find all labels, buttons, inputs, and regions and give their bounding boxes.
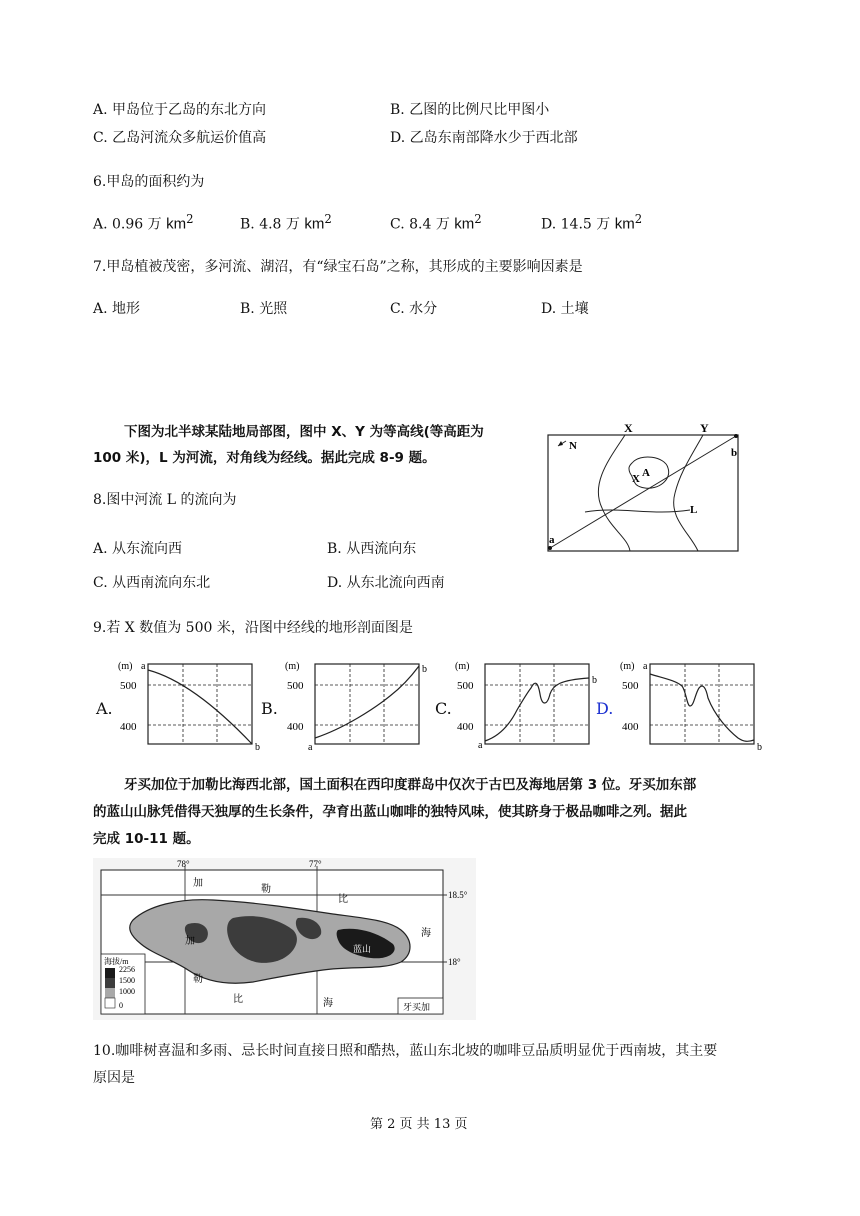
svg-text:2256: 2256 xyxy=(119,965,135,974)
svg-text:b: b xyxy=(255,742,260,753)
point-a-label: a xyxy=(549,534,555,546)
profile-b xyxy=(285,658,435,753)
blue-mountain-label: 蓝山 xyxy=(353,944,372,954)
profile-d-curve xyxy=(650,674,754,741)
passage1-line2: 100 米)，L 为河流，对角线为经线。据此完成 8-9 题。 xyxy=(93,450,436,466)
svg-text:b: b xyxy=(757,742,762,753)
svg-text:b: b xyxy=(422,664,427,675)
svg-text:比: 比 xyxy=(338,894,348,905)
q5-option-b: B. 乙图的比例尺比甲图小 xyxy=(390,102,550,118)
q6-option-a: A. 0.96 万 $km^2$ xyxy=(93,212,194,233)
profile-d-letter: D. xyxy=(596,699,614,718)
q6-option-d: D. 14.5 万 $km^2$ xyxy=(541,212,643,233)
q8-option-c: C. 从西南流向东北 xyxy=(93,575,211,591)
passage1-line1: 下图为北半球某陆地局部图，图中 X、Y 为等高线(等高距为 xyxy=(124,424,484,440)
svg-text:400: 400 xyxy=(120,721,137,733)
svg-text:0: 0 xyxy=(119,1001,123,1010)
svg-text:1500: 1500 xyxy=(119,976,135,985)
q6-stem: 6.甲岛的面积约为 xyxy=(93,174,205,190)
profile-c xyxy=(455,658,605,753)
q10-line2: 原因是 xyxy=(93,1070,135,1086)
svg-text:400: 400 xyxy=(622,721,639,733)
svg-text:加: 加 xyxy=(193,878,203,889)
q8-option-b: B. 从西流向东 xyxy=(327,541,417,557)
svg-text:(m): (m) xyxy=(455,661,470,672)
svg-text:500: 500 xyxy=(622,680,639,692)
passage2-line1: 牙买加位于加勒比海西北部，国土面积在西印度群岛中仅次于古巴及海地居第 3 位。牙买加东部 xyxy=(124,777,697,793)
contour-x-label: X xyxy=(624,421,633,435)
meridian-line xyxy=(550,436,736,548)
svg-text:b: b xyxy=(592,675,597,686)
country-label: 牙买加 xyxy=(403,1002,431,1012)
svg-text:a: a xyxy=(643,661,648,672)
svg-text:(m): (m) xyxy=(620,661,635,672)
lat-18-label: 18° xyxy=(448,957,461,967)
svg-text:400: 400 xyxy=(457,721,474,733)
peak-a-label: A xyxy=(642,467,650,479)
contour-y xyxy=(674,435,703,551)
jamaica-map xyxy=(93,858,476,1020)
svg-text:500: 500 xyxy=(287,680,304,692)
svg-text:(m): (m) xyxy=(118,661,133,672)
q10-line1: 10.咖啡树喜温和多雨、忌长时间直接日照和酷热，蓝山东北坡的咖啡豆品质明显优于西南坡，其主要 xyxy=(93,1043,718,1059)
north-label: N xyxy=(569,440,577,452)
contour-x xyxy=(598,435,630,551)
svg-text:海: 海 xyxy=(421,928,431,939)
profile-a-letter: A. xyxy=(96,699,113,718)
svg-text:a: a xyxy=(141,661,146,672)
q8-option-a: A. 从东流向西 xyxy=(93,541,183,557)
svg-text:勒: 勒 xyxy=(193,974,203,985)
svg-text:400: 400 xyxy=(287,721,304,733)
svg-text:(m): (m) xyxy=(285,661,300,672)
lon-78-label: 78° xyxy=(177,859,190,869)
point-b-label: b xyxy=(731,447,738,459)
q6-option-b: B. 4.8 万 $km^2$ xyxy=(240,212,332,233)
inner-x-label: X xyxy=(632,473,640,485)
q8-stem: 8.图中河流 L 的流向为 xyxy=(93,492,237,508)
svg-text:1000: 1000 xyxy=(119,987,135,996)
svg-text:a: a xyxy=(478,740,483,751)
profile-a-curve xyxy=(148,670,252,744)
lat-185-label: 18.5° xyxy=(448,890,468,900)
legend-title: 海拔/m xyxy=(104,957,129,966)
passage2-line2: 的蓝山山脉凭借得天独厚的生长条件，孕育出蓝山咖啡的独特风味，使其跻身于极品咖啡之列。据此 xyxy=(93,804,687,820)
svg-text:勒: 勒 xyxy=(261,884,271,895)
q5-option-a: A. 甲岛位于乙岛的东北方向 xyxy=(93,102,267,118)
profile-a xyxy=(118,658,268,753)
svg-text:500: 500 xyxy=(120,680,137,692)
river-l-label: L xyxy=(690,504,698,516)
svg-text:加: 加 xyxy=(185,936,195,947)
profile-d xyxy=(620,658,770,753)
q7-option-c: C. 水分 xyxy=(390,301,438,317)
svg-text:a: a xyxy=(308,742,313,753)
contour-map xyxy=(540,418,745,558)
page-footer: 第 2 页 共 13 页 xyxy=(370,1117,468,1132)
q8-option-d: D. 从东北流向西南 xyxy=(327,575,445,591)
q5-option-c: C. 乙岛河流众多航运价值高 xyxy=(93,130,267,146)
profile-b-letter: B. xyxy=(261,699,278,718)
q7-option-b: B. 光照 xyxy=(240,301,288,317)
svg-text:500: 500 xyxy=(457,680,474,692)
contour-y-label: Y xyxy=(700,421,709,435)
profile-c-letter: C. xyxy=(435,699,452,718)
lon-77-label: 77° xyxy=(309,859,322,869)
q7-stem: 7.甲岛植被茂密，多河流、湖沼，有“绿宝石岛”之称，其形成的主要影响因素是 xyxy=(93,259,583,275)
q7-option-a: A. 地形 xyxy=(93,301,141,317)
svg-text:比: 比 xyxy=(233,994,243,1005)
profile-c-curve xyxy=(485,678,589,741)
q9-stem: 9.若 X 数值为 500 米，沿图中经线的地形剖面图是 xyxy=(93,620,413,636)
profile-b-curve xyxy=(315,666,419,738)
q7-option-d: D. 土壤 xyxy=(541,301,589,317)
q5-option-d: D. 乙岛东南部降水少于西北部 xyxy=(390,130,578,146)
q6-option-c: C. 8.4 万 $km^2$ xyxy=(390,212,482,233)
passage2-line3: 完成 10-11 题。 xyxy=(93,831,200,847)
svg-text:海: 海 xyxy=(323,998,333,1009)
